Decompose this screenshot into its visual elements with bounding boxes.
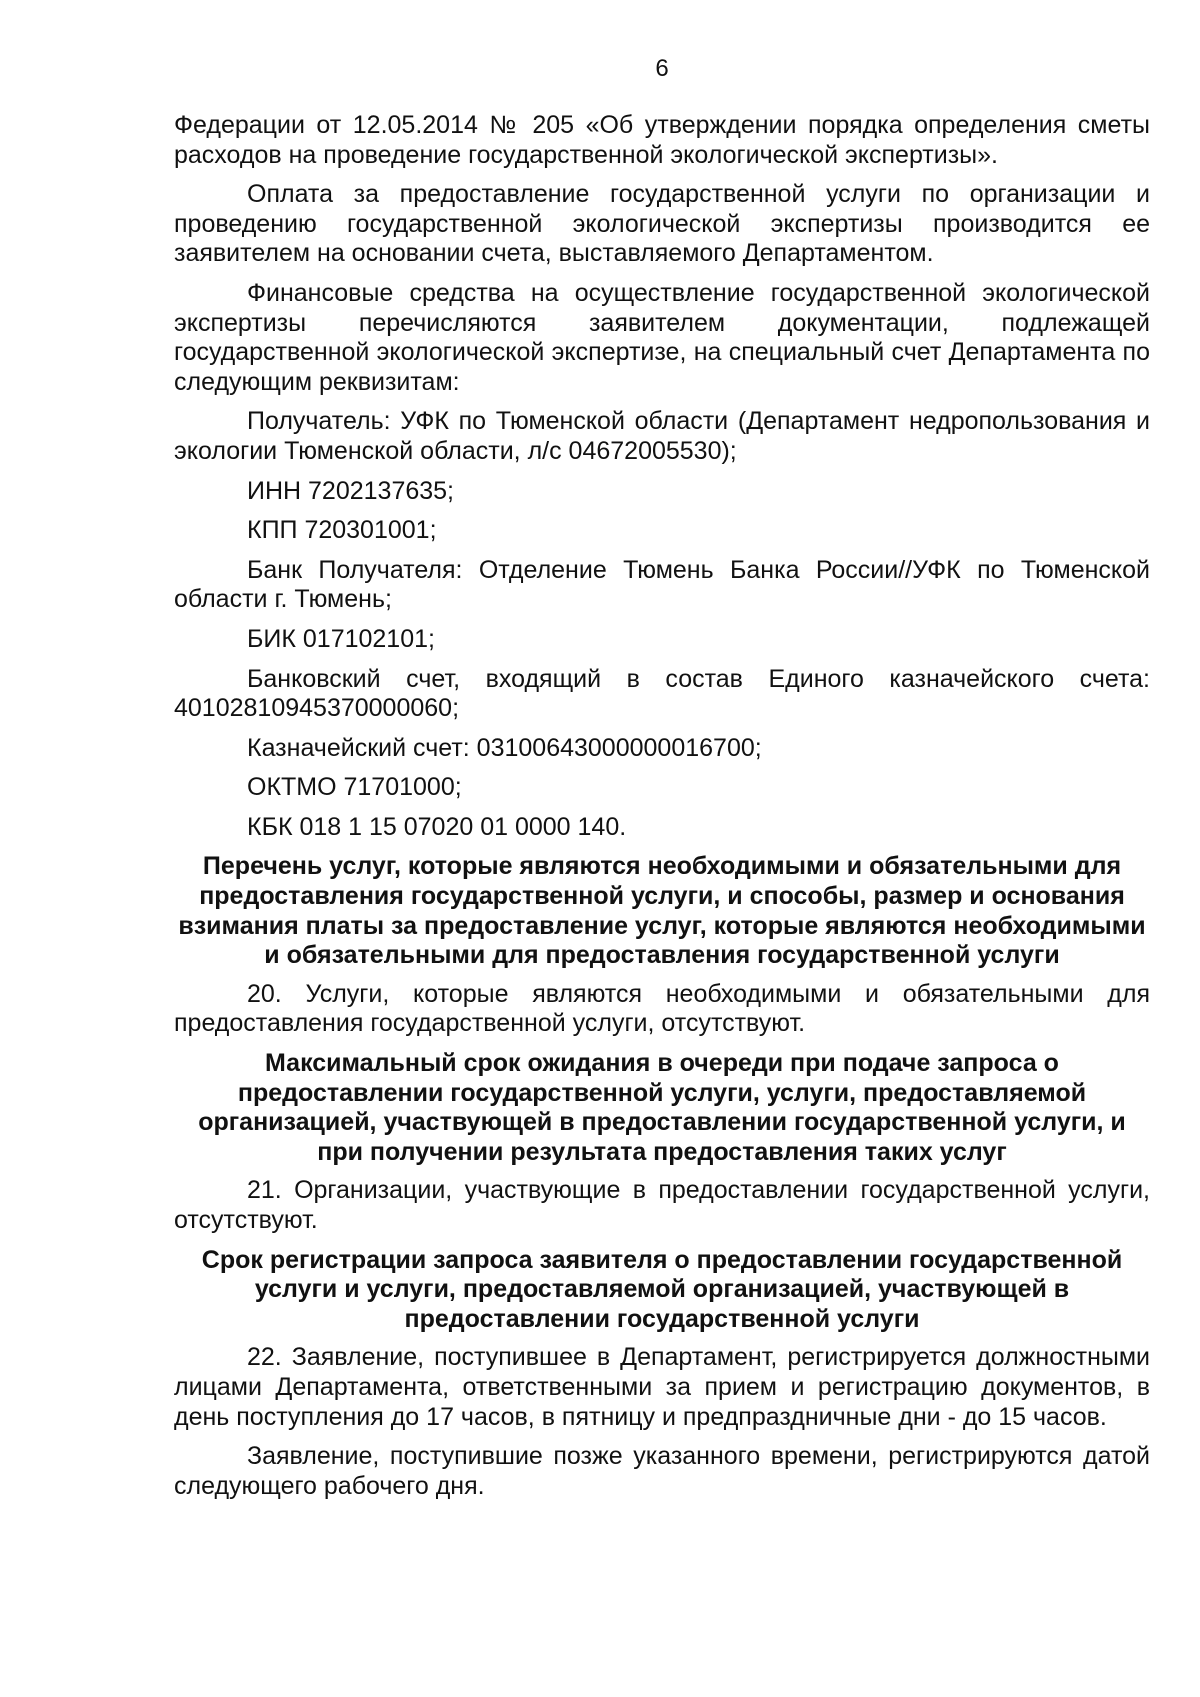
paragraph-kbk: КБК 018 1 15 07020 01 0000 140. [247, 812, 627, 841]
paragraph-decree-reference: Федерации от 12.05.2014 № 205 «Об утверждении порядка определения сметы расходов на проведение государственной экологической экспертизы». [174, 111, 1150, 169]
section-heading-registration-term: Срок регистрации запроса заявителя о предоставлении государственной услуги и услуги, предоставляемой организацией, участвующей в предоставлении государственной услуги [201, 1245, 1123, 1333]
section-heading-required-services: Перечень услуг, которые являются необходимыми и обязательными для предоставления государственной услуги, и способы, размер и основания взимания платы за предоставление услуг, которые являются необходимыми и обязательными для предоставления государственной услуги [178, 852, 1146, 970]
paragraph-funds: Финансовые средства на осуществление государственной экологической экспертизы перечисляются заявителем документации, подлежащей государственной экологической экспертизе, на специальный счет Департамента по следующим реквизитам: [174, 278, 1150, 396]
paragraph-bik: БИК 017102101; [247, 624, 435, 653]
paragraph-recipient: Получатель: УФК по Тюменской области (Департамент недропользования и экологии Тюменской области, л/с 04672005530); [174, 407, 1150, 465]
paragraph-recipient-bank: Банк Получателя: Отделение Тюмень Банка России//УФК по Тюменской области г. Тюмень; [174, 555, 1150, 614]
paragraph-payment: Оплата за предоставление государственной услуги по организации и проведению государственной экологической экспертизы производится ее заявителем на основании счета, выставляемого Департаментом. [174, 180, 1150, 268]
paragraph-20: 20. Услуги, которые являются необходимыми и обязательными для предоставления государственной услуги, отсутствуют. [174, 979, 1150, 1038]
section-heading-max-wait-time: Максимальный срок ожидания в очереди при подаче запроса о предоставлении государственной услуги, услуги, предоставляемой организацией, участвующей в предоставлении государственной услуги, и при получении результата предоставления таких услуг [198, 1049, 1126, 1166]
paragraph-oktmo: ОКТМО 71701000; [247, 773, 462, 802]
paragraph-21: 21. Организации, участвующие в предоставлении государственной услуги, отсутствуют. [174, 1176, 1150, 1234]
paragraph-treasury-account: Казначейский счет: 03100643000000016700; [247, 733, 762, 762]
page-number: 6 [655, 55, 669, 82]
paragraph-22-late-registration: Заявление, поступившие позже указанного времени, регистрируются датой следующего рабочего дня. [174, 1442, 1150, 1500]
document-page [174, 55, 1150, 1511]
paragraph-kpp: КПП 720301001; [247, 516, 437, 545]
paragraph-inn: ИНН 7202137635; [247, 476, 455, 505]
paragraph-bank-account: Банковский счет, входящий в состав Единого казначейского счета: 40102810945370000060; [174, 664, 1150, 723]
paragraph-22: 22. Заявление, поступившее в Департамент, регистрируется должностными лицами Департамента, ответственными за прием и регистрацию документов, в день поступления до 17 часов, в пятницу и предпраздничные дни - до 15 часов. [174, 1343, 1150, 1431]
